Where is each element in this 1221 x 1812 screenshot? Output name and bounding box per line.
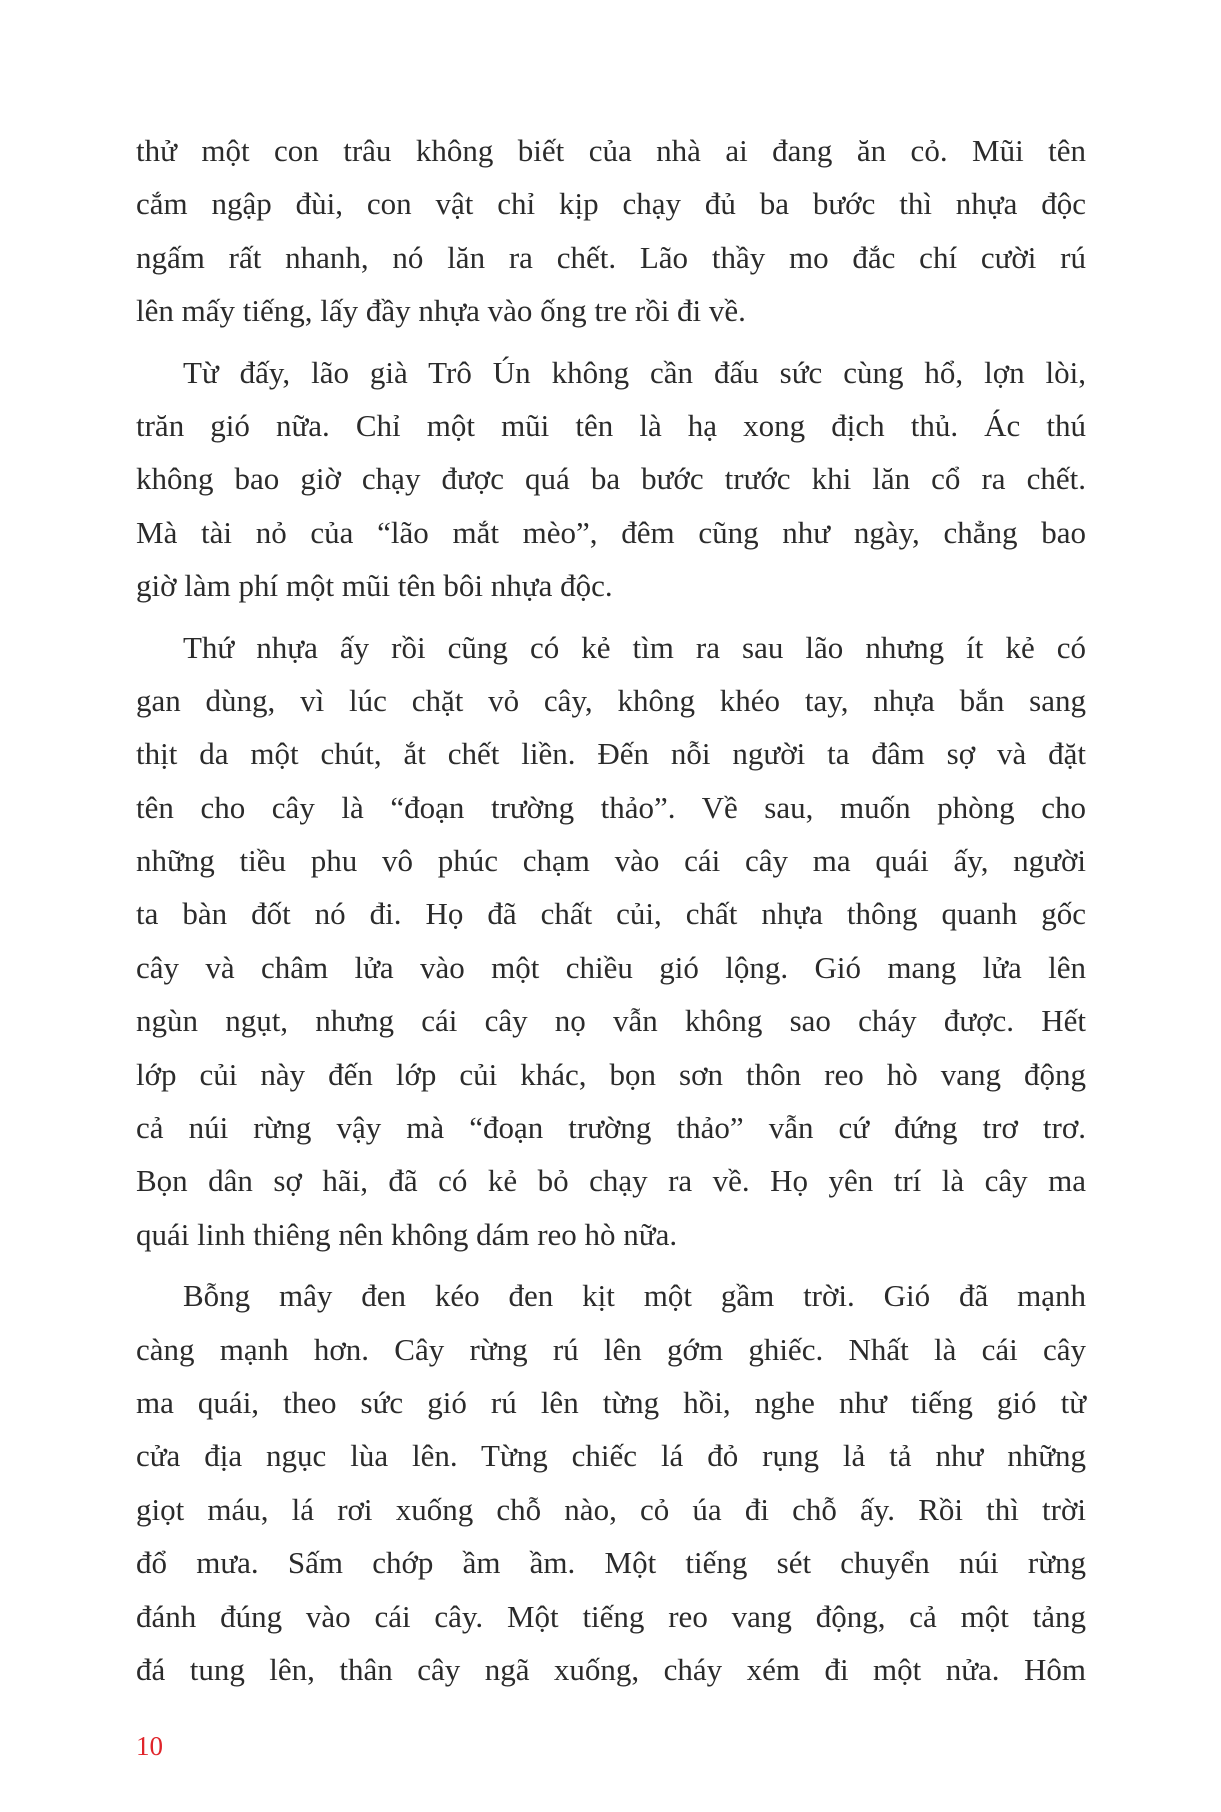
text-line: Mà tài nỏ của “lão mắt mèo”, đêm cũng như ngày, chẳng bao <box>136 514 1086 550</box>
body-text <box>136 124 1086 1704</box>
paragraph <box>136 621 1086 1262</box>
text-line: ma quái, theo sức gió rú lên từng hồi, nghe như tiếng gió từ <box>136 1384 1086 1420</box>
page-number: 10 <box>136 1731 163 1761</box>
text-line: gan dùng, vì lúc chặt vỏ cây, không khéo tay, nhựa bắn sang <box>136 682 1086 718</box>
text-line: không bao giờ chạy được quá ba bước trước khi lăn cổ ra chết. <box>136 461 1086 497</box>
text-line: cây và châm lửa vào một chiều gió lộng. Gió mang lửa lên <box>136 949 1086 985</box>
text-line: lớp củi này đến lớp củi khác, bọn sơn thôn reo hò vang động <box>136 1056 1086 1092</box>
text-line: giọt máu, lá rơi xuống chỗ nào, cỏ úa đi chỗ ấy. Rồi thì trời <box>136 1491 1086 1527</box>
text-line: đánh đúng vào cái cây. Một tiếng reo vang động, cả một tảng <box>136 1598 1086 1634</box>
text-line: thịt da một chút, ắt chết liền. Đến nỗi người ta đâm sợ và đặt <box>136 736 1086 772</box>
text-line: giờ làm phí một mũi tên bôi nhựa độc. <box>136 568 613 604</box>
text-line: tên cho cây là “đoạn trường thảo”. Về sau, muốn phòng cho <box>136 789 1086 825</box>
text-line: Bọn dân sợ hãi, đã có kẻ bỏ chạy ra về. Họ yên trí là cây ma <box>136 1163 1086 1199</box>
text-line: đổ mưa. Sấm chớp ầm ầm. Một tiếng sét chuyển núi rừng <box>136 1545 1086 1581</box>
text-line: ngùn ngụt, nhưng cái cây nọ vẫn không sao cháy được. Hết <box>136 1003 1086 1039</box>
text-line: lên mấy tiếng, lấy đầy nhựa vào ống tre rồi đi về. <box>136 293 746 329</box>
text-line: những tiều phu vô phúc chạm vào cái cây ma quái ấy, người <box>136 843 1086 879</box>
text-line: quái linh thiêng nên không dám reo hò nữa. <box>136 1216 678 1252</box>
text-line: trăn gió nữa. Chỉ một mũi tên là hạ xong địch thủ. Ác thú <box>136 407 1086 443</box>
text-line: Thứ nhựa ấy rồi cũng có kẻ tìm ra sau lão nhưng ít kẻ có <box>183 629 1086 665</box>
text-line: đá tung lên, thân cây ngã xuống, cháy xém đi một nửa. Hôm <box>136 1651 1086 1687</box>
text-line: ngấm rất nhanh, nó lăn ra chết. Lão thầy mo đắc chí cười rú <box>136 239 1086 275</box>
text-line: cửa địa ngục lùa lên. Từng chiếc lá đỏ rụng lả tả như những <box>136 1438 1086 1474</box>
text-line: thử một con trâu không biết của nhà ai đang ăn cỏ. Mũi tên <box>136 133 1086 168</box>
text-line: càng mạnh hơn. Cây rừng rú lên gớm ghiếc. Nhất là cái cây <box>136 1331 1086 1367</box>
text-line: ta bàn đốt nó đi. Họ đã chất củi, chất nhựa thông quanh gốc <box>136 896 1086 932</box>
text-line: Bỗng mây đen kéo đen kịt một gầm trời. Gió đã mạnh <box>183 1278 1086 1314</box>
text-line: cắm ngập đùi, con vật chỉ kịp chạy đủ ba bước thì nhựa độc <box>136 186 1086 222</box>
text-line: Từ đấy, lão già Trô Ún không cần đấu sức cùng hổ, lợn lòi, <box>183 354 1086 390</box>
paragraph <box>136 124 1086 338</box>
text-line: cả núi rừng vậy mà “đoạn trường thảo” vẫn cứ đứng trơ trơ. <box>136 1110 1086 1146</box>
paragraph <box>136 1269 1086 1696</box>
paragraph <box>136 346 1086 613</box>
